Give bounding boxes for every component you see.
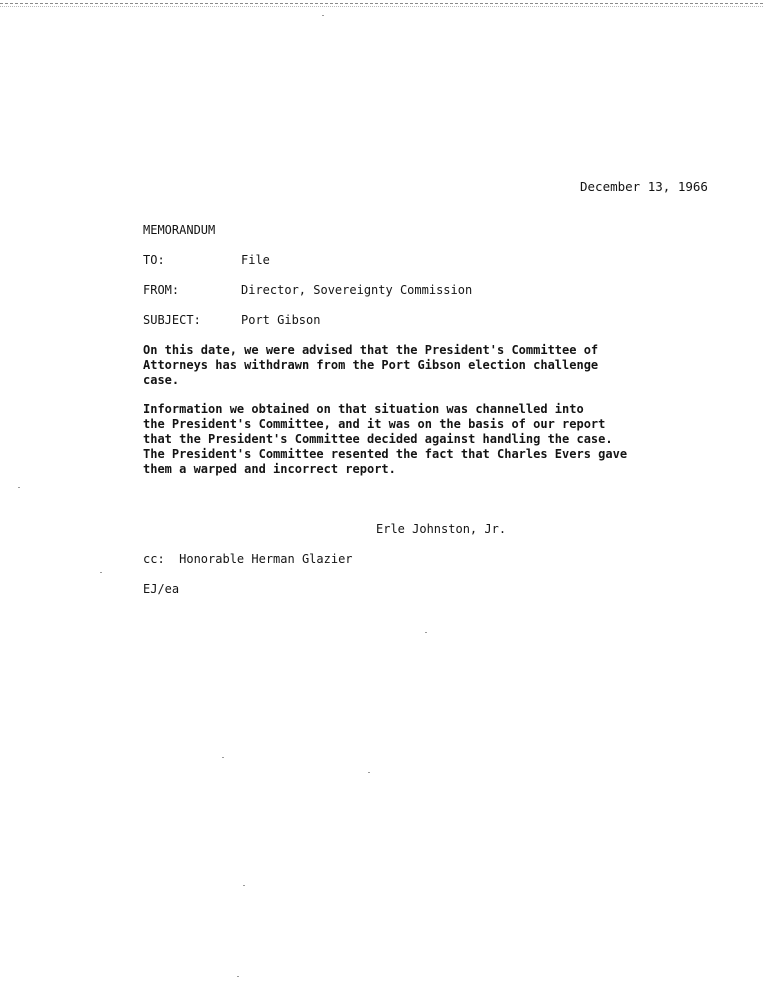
scan-speck bbox=[243, 885, 245, 886]
scan-speck bbox=[425, 632, 427, 633]
paragraph-line: Attorneys has withdrawn from the Port Gibson election challenge bbox=[143, 358, 599, 372]
to-label: TO: bbox=[143, 253, 165, 267]
paragraph-withdrawal bbox=[143, 343, 598, 388]
paragraph-information bbox=[143, 402, 627, 477]
paragraph-line: case. bbox=[143, 373, 180, 387]
cc-line: cc: Honorable Herman Glazier bbox=[143, 552, 353, 566]
signature-block: Erle Johnston, Jr. bbox=[376, 522, 507, 536]
paragraph-line: The President's Committee resented the fact that Charles Evers gave bbox=[143, 447, 628, 461]
scan-speck bbox=[368, 772, 370, 773]
paragraph-line: them a warped and incorrect report. bbox=[143, 462, 396, 476]
paragraph-line: On this date, we were advised that the President's Committee of bbox=[143, 343, 599, 357]
typist-initials: EJ/ea bbox=[143, 582, 180, 596]
to-value: File bbox=[241, 253, 270, 267]
scan-speck bbox=[237, 976, 239, 977]
paragraph-line: Information we obtained on that situation was channelled into bbox=[143, 402, 584, 416]
scan-speck bbox=[322, 15, 324, 16]
paragraph-line: that the President's Committee decided against handling the case. bbox=[143, 432, 613, 446]
from-value: Director, Sovereignty Commission bbox=[241, 283, 473, 297]
memo-heading: MEMORANDUM bbox=[143, 223, 216, 237]
paragraph-line: the President's Committee, and it was on the basis of our report bbox=[143, 417, 606, 431]
from-label: FROM: bbox=[143, 283, 180, 297]
scan-speck bbox=[100, 572, 102, 573]
scan-speck bbox=[222, 757, 224, 758]
scan-speck bbox=[18, 487, 20, 488]
subject-label: SUBJECT: bbox=[143, 313, 201, 327]
memo-date: December 13, 1966 bbox=[580, 179, 708, 194]
subject-value: Port Gibson bbox=[241, 313, 321, 327]
